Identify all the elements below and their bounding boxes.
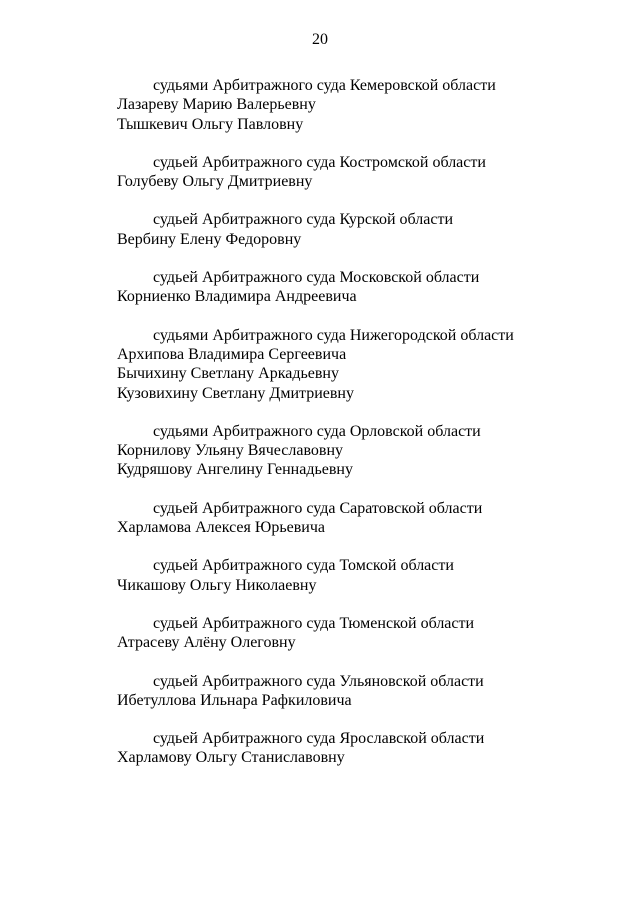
person-name: Ибетуллова Ильнара Рафкиловича <box>117 691 352 709</box>
section-heading: судьей Арбитражного суда Ульяновской области <box>153 672 484 690</box>
section-saratov <box>117 499 587 538</box>
section-heading: судьями Арбитражного суда Кемеровской области <box>153 77 496 94</box>
section-heading: судьей Арбитражного суда Московской области <box>153 269 480 287</box>
section-tomsk <box>117 556 587 595</box>
section-kostroma <box>117 153 587 192</box>
person-name: Лазареву Марию Валерьевну <box>117 96 316 114</box>
section-moscow-oblast <box>117 268 587 307</box>
person-name: Бычихину Светлану Аркадьевну <box>117 365 339 383</box>
person-name: Кудряшову Ангелину Геннадьевну <box>117 461 353 479</box>
person-name: Харламова Алексея Юрьевича <box>117 519 325 537</box>
person-name: Корнилову Ульяну Вячеславовну <box>117 442 344 460</box>
section-heading: судьей Арбитражного суда Костромской области <box>153 153 486 171</box>
section-heading: судьей Арбитражного суда Ярославской области <box>153 730 485 748</box>
person-name: Атрасеву Алёну Олеговну <box>117 634 296 652</box>
person-name: Вербину Елену Федоровну <box>117 230 302 248</box>
section-kursk <box>117 210 587 249</box>
section-heading: судьей Арбитражного суда Курской области <box>153 211 454 229</box>
section-heading: судьей Арбитражного суда Тюменской области <box>153 614 475 632</box>
section-ulyanovsk <box>117 672 587 711</box>
section-heading: судьей Арбитражного суда Томской области <box>153 557 454 575</box>
section-heading: судьями Арбитражного суда Орловской области <box>153 422 481 440</box>
section-yaroslavl <box>117 729 587 768</box>
person-name: Голубеву Ольгу Дмитриевну <box>117 173 313 191</box>
section-kemerovo <box>117 76 587 134</box>
person-name: Чикашову Ольгу Николаевну <box>117 576 317 594</box>
page-number: 20 <box>312 31 328 48</box>
document-body <box>117 76 587 787</box>
person-name: Харламову Ольгу Станиславовну <box>117 749 345 767</box>
section-heading: судьями Арбитражного суда Нижегородской области <box>153 326 514 344</box>
person-name: Тышкевич Ольгу Павловну <box>117 115 304 133</box>
section-tyumen <box>117 614 587 653</box>
person-name: Архипова Владимира Сергеевича <box>117 345 347 363</box>
section-nizhny-novgorod <box>117 326 587 403</box>
section-oryol <box>117 422 587 480</box>
person-name: Кузовихину Светлану Дмитриевну <box>117 384 354 402</box>
person-name: Корниенко Владимира Андреевича <box>117 288 357 306</box>
section-heading: судьей Арбитражного суда Саратовской области <box>153 499 483 517</box>
